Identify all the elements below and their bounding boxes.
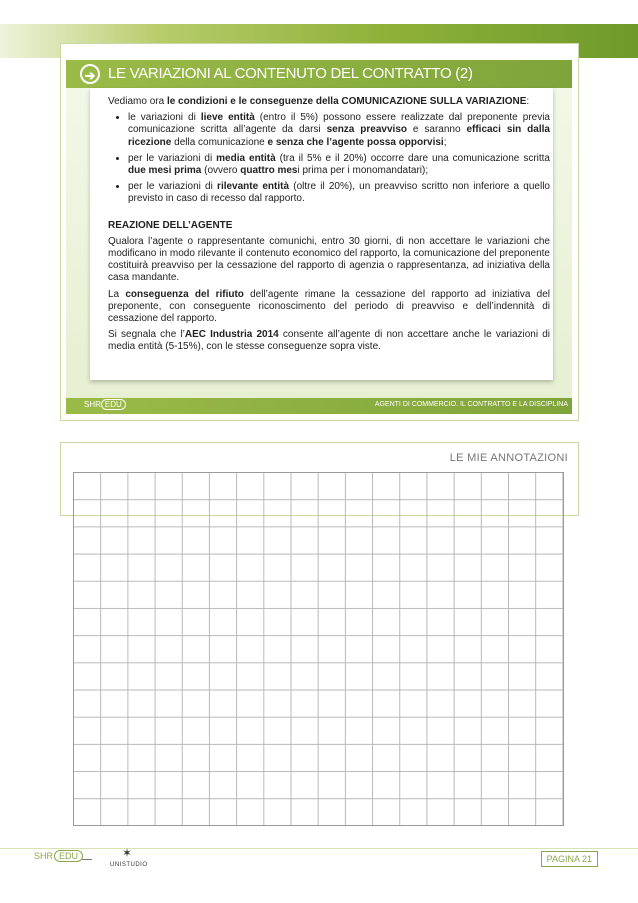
brand-separator [82, 859, 92, 860]
intro-paragraph [108, 96, 550, 108]
list-item: • per le variazioni di media entità (tra il 5% e il 20%) occorre dare una comunicazione scritta due mesi prima (ovvero quattro mesi prima per i monomandatari); [128, 153, 550, 177]
list-item: • le variazioni di lieve entità (entro il 5%) possono essere realizzate dal preponente previa comunicazione scritta all’agente da darsi senza preavviso e saranno efficaci sin dalla ricezione della comunicazione e senza che l’agente possa opporvisi; [128, 112, 550, 149]
notes-title: LE MIE ANNOTAZIONI [449, 452, 568, 464]
partner-star-icon: ✶ [122, 846, 133, 860]
paragraph: Qualora l’agente o rappresentante comunichi, entro 30 giorni, di non accettare le variazioni che modificano in modo rilevante il contenuto economico del rapporto, la comunicazione del preponente costituirà preavviso per la cessazione del rapporto di agenzia o rappresentanza, ad iniziativa della casa mandante. [108, 235, 550, 284]
paragraph: La conseguenza del rifiuto dell’agente rimane la cessazione del rapporto ad iniziativa del preponente, con conseguente riconoscimento del periodo di preavviso e dell’indennità di cessazione del rapporto. [108, 288, 550, 325]
paragraph: Si segnala che l’AEC Industria 2014 consente all’agente di non accettare anche le variazioni di media entità (5-15%), con le stesse conseguenze sopra viste. [108, 329, 550, 353]
footer-divider [0, 848, 638, 849]
page-number: PAGINA 21 [541, 851, 598, 867]
arrow-circle-icon: ➔ [80, 64, 100, 84]
slide-footer-logo: SHR EDU [84, 400, 126, 409]
intro-bold: le condizioni e le conseguenze della COMUNICAZIONE SULLA VARIAZIONE [166, 96, 527, 107]
notes-grid[interactable] [73, 472, 564, 826]
partner-logo: UNISTUDIO [110, 862, 148, 868]
slide-content [108, 96, 550, 358]
slide-footer-text: AGENTI DI COMMERCIO. IL CONTRATTO E LA DISCIPLINA [374, 401, 568, 408]
section-heading: REAZIONE DELL’AGENTE [108, 219, 233, 231]
intro-text: Vediamo ora [108, 96, 167, 107]
brand-logo: SHR EDU [34, 851, 83, 861]
variation-list [108, 112, 550, 205]
intro-text-end: : [526, 96, 530, 107]
slide-title: LE VARIAZIONI AL CONTENUTO DEL CONTRATTO (2) [108, 65, 473, 82]
list-item: • per le variazioni di rilevante entità (oltre il 20%), un preavviso scritto non inferiore a quello previsto in caso di recesso dal rapporto. [128, 181, 550, 205]
